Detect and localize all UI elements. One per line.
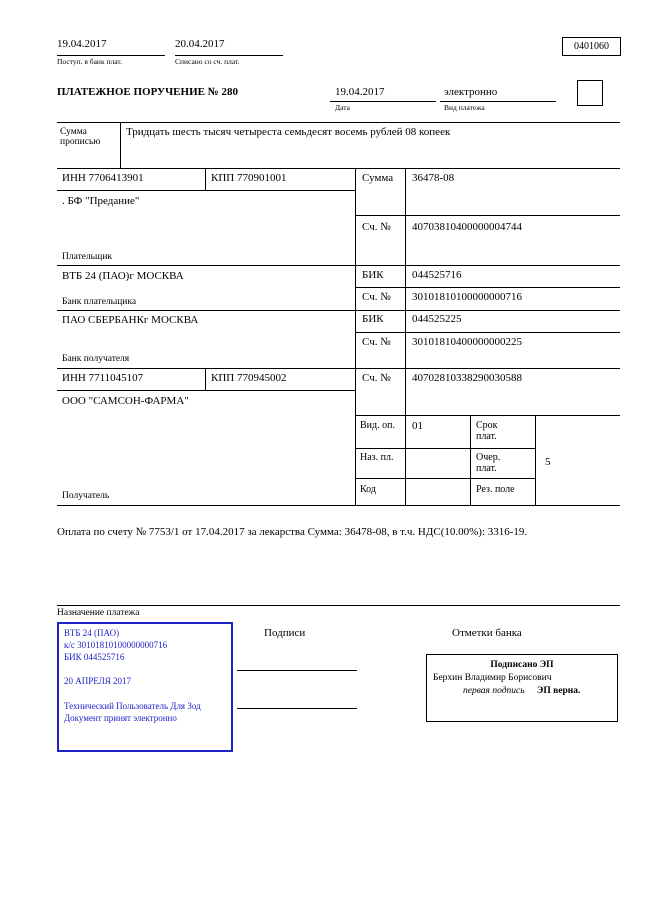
table-line [405,168,406,505]
table-line [535,415,536,505]
payer-inn: ИНН 7706413901 [62,172,144,184]
divider-line [57,122,620,123]
table-line [470,415,471,505]
rez-pole-label: Рез. поле [476,484,515,495]
payer-kpp: КПП 770901001 [211,172,287,184]
table-line [57,368,620,369]
payee-bank-name: ПАО СБЕРБАНКг МОСКВА [62,314,199,326]
bank-stamp [57,622,233,752]
vid-op-value: 01 [412,420,423,432]
kod-label: Код [360,484,376,495]
divider-line [120,122,121,168]
stamp-bik: БИК 044525716 [64,652,125,663]
payer-bank-account-value: 30101810100000000716 [412,291,522,303]
stamp-date: 20 АПРЕЛЯ 2017 [64,676,131,687]
payer-account-value: 40703810400000004744 [412,221,522,233]
payer-bank-label: Банк плательщика [62,297,137,307]
esign-signer-name: Берхин Владимир Борисович [433,672,552,683]
table-line [355,332,620,333]
esign-title: Подписано ЭП [490,660,554,670]
signatures-header: Подписи [264,627,306,639]
table-line [355,287,620,288]
payer-label: Плательщик [62,252,113,262]
payee-label: Получатель [62,491,110,501]
table-line [205,168,206,190]
payer-name: . БФ "Предание" [62,195,140,207]
table-line [57,265,620,266]
stamp-corr-account: к/с 30101810100000000716 [64,640,168,651]
payee-kpp: КПП 770945002 [211,372,287,384]
date-debited-label: Списано со сч. плат. [175,57,240,66]
vid-op-label: Вид. оп. [360,420,395,431]
esign-box [426,654,618,722]
esign-note-row [463,685,611,698]
payee-bank-label: Банк получателя [62,354,130,364]
form-code-box: 0401060 [562,37,621,56]
ocher-plat-value: 5 [545,456,551,468]
table-line [57,190,355,191]
payee-account-value: 40702810338290030588 [412,372,522,384]
signature-line [237,670,357,671]
payer-bank-bik-label: БИК [362,269,384,281]
document-date-underline [330,101,436,102]
payer-account-label: Сч. № [362,221,391,233]
table-line [57,505,620,506]
table-line [355,168,356,505]
document-date-label: Дата [335,103,350,112]
amount-words-label: Сумма прописью [60,127,101,148]
srok-plat-label: Срок плат. [476,420,498,442]
naz-pl-label: Наз. пл. [360,452,394,463]
amount-words-value: Тридцать шесть тысяч четыреста семьдесят восемь рублей 08 копеек [126,126,451,138]
ocher-plat-label: Очер. плат. [476,452,501,474]
payee-account-label: Сч. № [362,372,391,384]
date-debited-value: 20.04.2017 [175,38,225,50]
purpose-label: Назначение платежа [57,608,140,618]
payer-bank-name: ВТБ 24 (ПАО)г МОСКВА [62,270,184,282]
payee-bank-account-label: Сч. № [362,336,391,348]
esign-verified-note: ЭП верна. [536,685,581,696]
purpose-text: Оплата по счету № 7753/1 от 17.04.2017 за лекарства Сумма: 36478-08, в т.ч. НДС(10.00%): 3316-19. [57,526,528,538]
date-received-underline [57,55,165,56]
payment-type-underline [440,101,556,102]
date-received-label: Поступ. в банк плат. [57,57,122,66]
date-received-value: 19.04.2017 [57,38,107,50]
table-line [355,415,620,416]
stamp-user: Технический Пользователь Для Зод [64,700,201,711]
payment-type-value: электронно [444,86,498,98]
table-line [57,310,620,311]
table-line [355,448,535,449]
table-line [57,168,620,169]
payee-inn: ИНН 7711045107 [62,372,144,384]
payee-name: ООО "САМСОН-ФАРМА" [62,395,189,407]
esign-first-signature-note: первая подпись [463,685,525,696]
payment-type-label: Вид платежа [444,103,485,112]
payee-bank-account-value: 30101810400000000225 [412,336,522,348]
table-line [355,215,620,216]
status-checkbox [577,80,603,106]
sum-label: Сумма [362,172,394,184]
table-line [205,368,206,390]
payer-bank-bik-value: 044525716 [412,269,462,281]
table-line [355,478,535,479]
payee-bank-bik-label: БИК [362,313,384,325]
sum-value: 36478-08 [412,172,455,184]
document-title: ПЛАТЕЖНОЕ ПОРУЧЕНИЕ № 280 [57,86,239,98]
document-date-value: 19.04.2017 [335,86,385,98]
payee-bank-bik-value: 044525225 [412,313,462,325]
stamp-bank-name: ВТБ 24 (ПАО) [64,628,120,638]
table-line [57,390,355,391]
signature-line [237,708,357,709]
stamp-accepted-note: Документ принят электронно [64,712,177,723]
date-debited-underline [175,55,283,56]
payer-bank-account-label: Сч. № [362,291,391,303]
bank-marks-header: Отметки банка [452,627,522,639]
purpose-underline [57,605,620,606]
